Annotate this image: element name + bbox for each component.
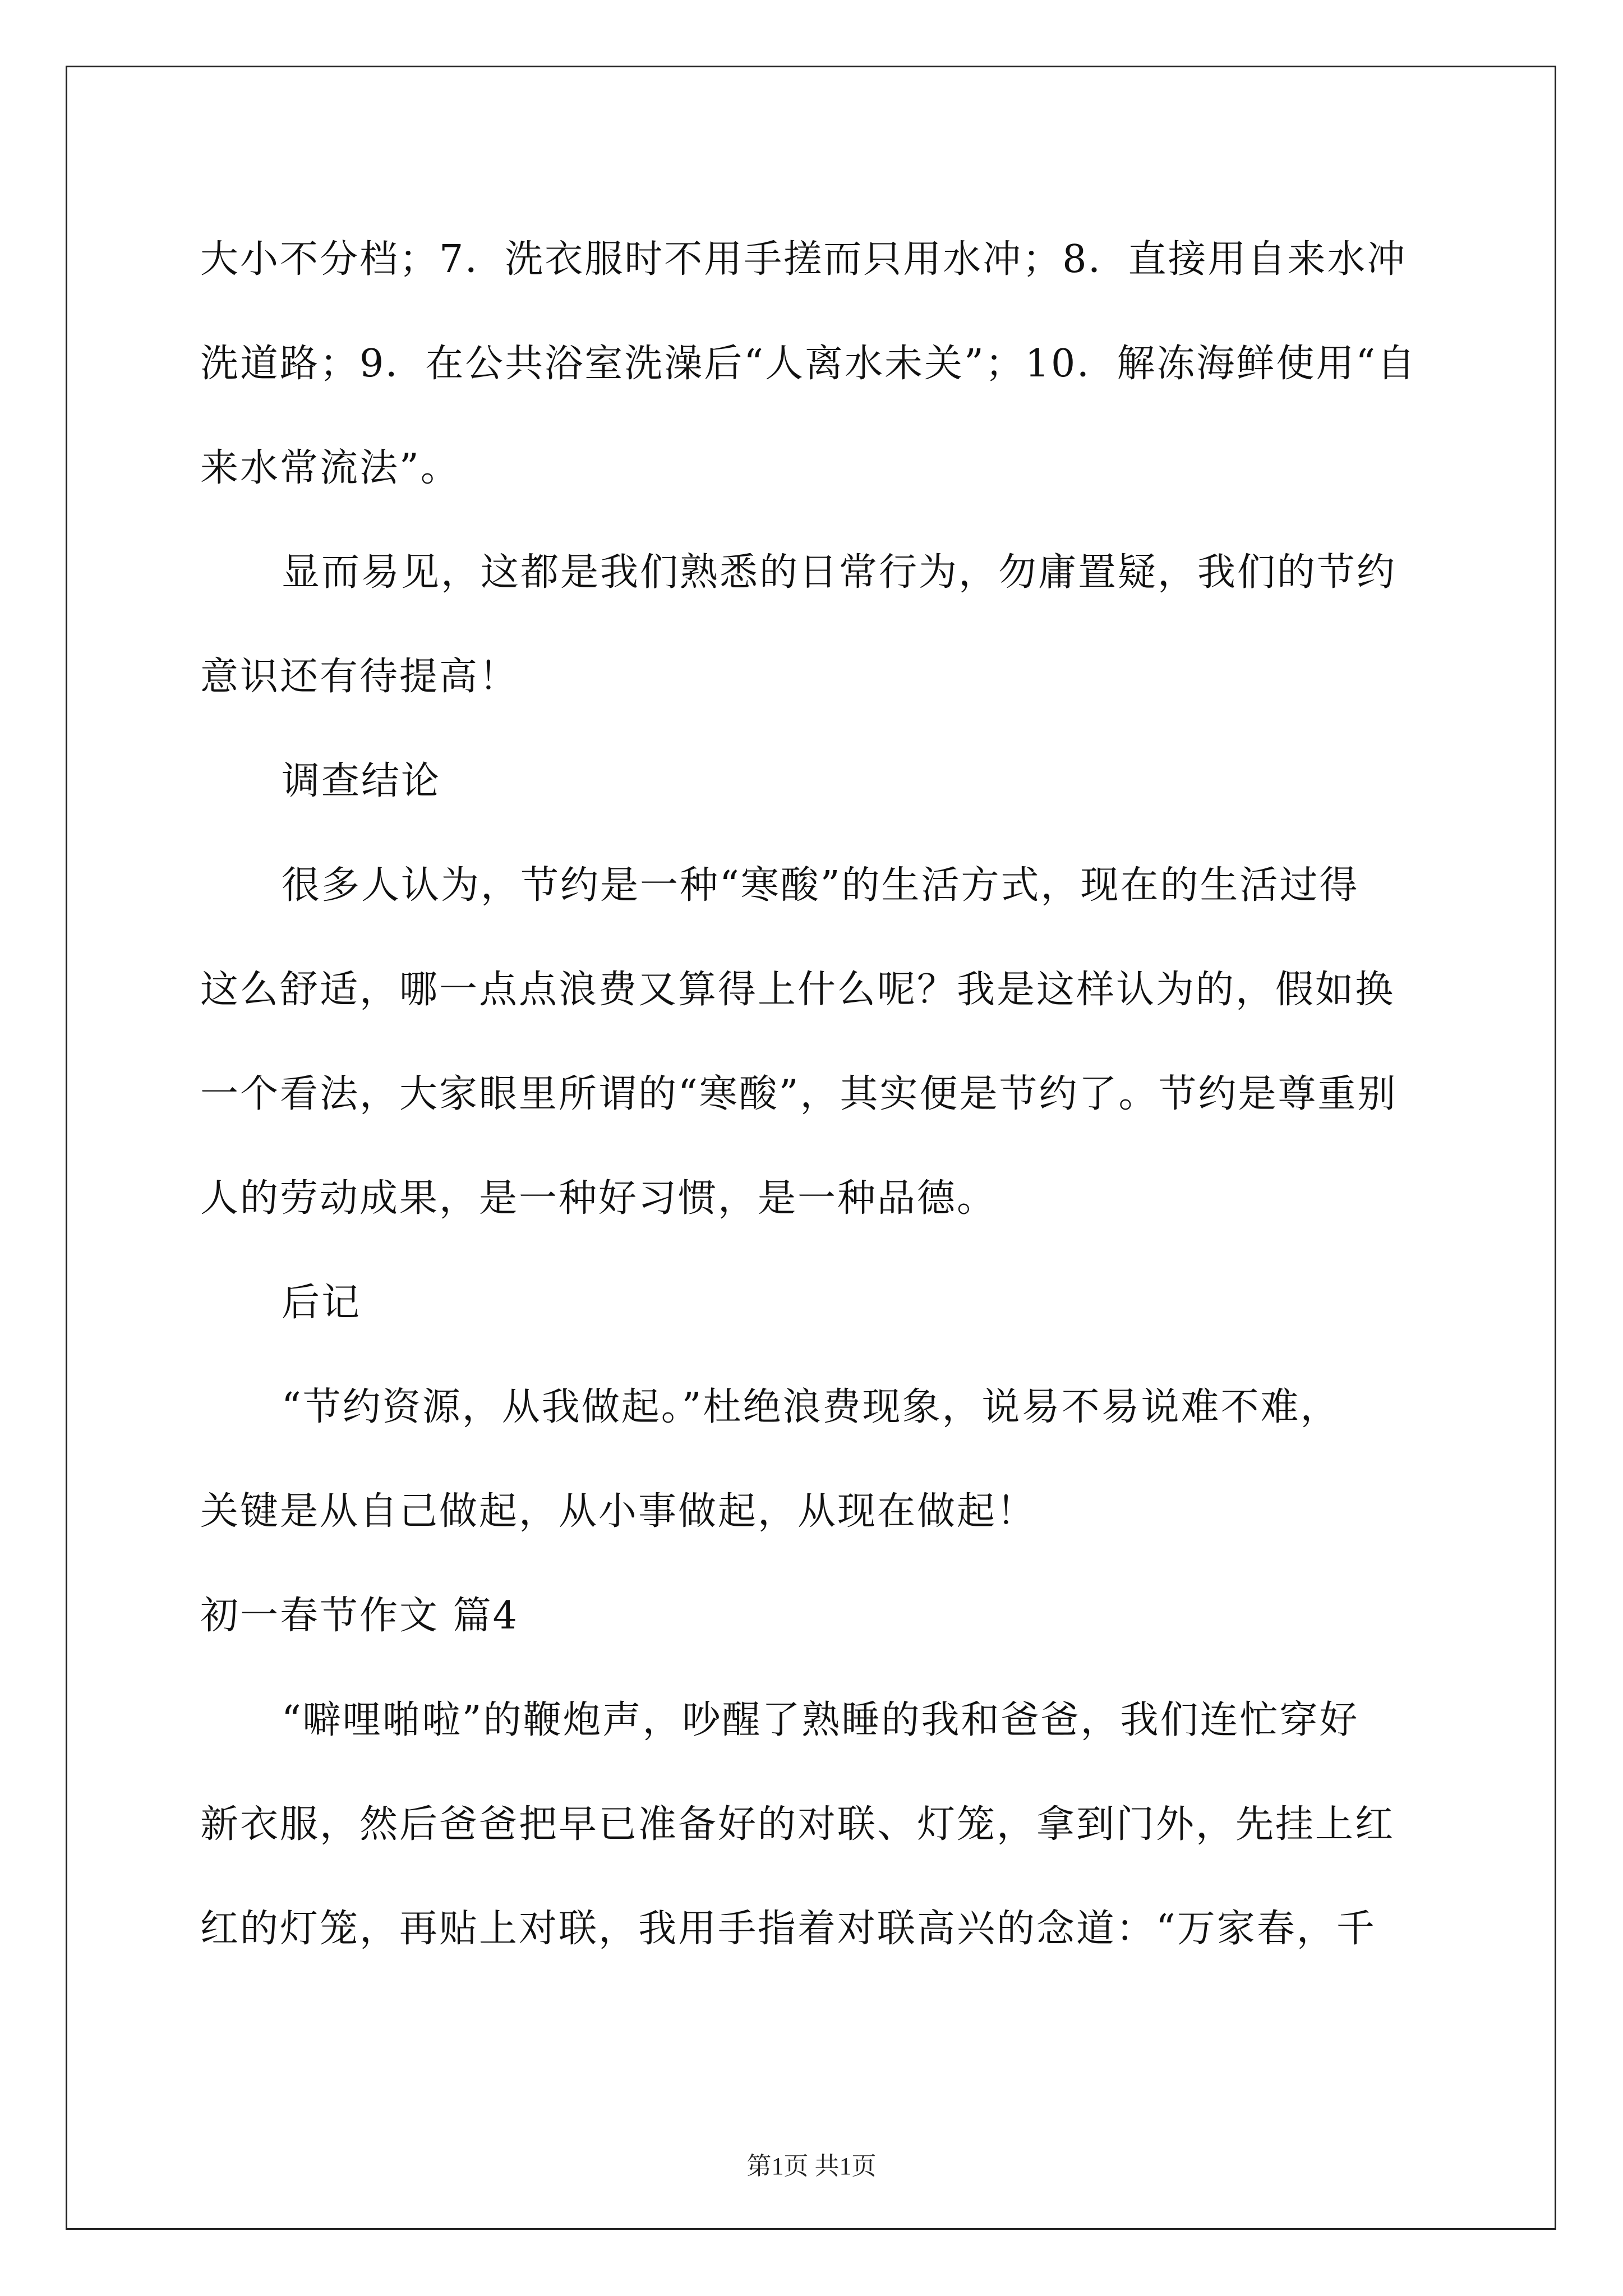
text-line: 关键是从自己做起，从小事做起，从现在做起！ xyxy=(200,1489,1037,1534)
text-line: 这么舒适，哪一点点浪费又算得上什么呢？我是这样认为的，假如换 xyxy=(200,968,1395,1012)
text-line: 意识还有待提高！ xyxy=(200,655,519,699)
text-line: 新衣服，然后爸爸把早已准备好的对联、灯笼，拿到门外，先挂上红 xyxy=(200,1802,1395,1847)
text-line: 一个看法，大家眼里所谓的“寒酸”，其实便是节约了。节约是尊重别 xyxy=(200,1072,1398,1116)
paragraph-start: “噼哩啪啦”的鞭炮声，吵醒了熟睡的我和爸爸，我们连忙穿好 xyxy=(282,1698,1359,1742)
paragraph-start: “节约资源，从我做起。”杜绝浪费现象，说易不易说难不难， xyxy=(282,1385,1340,1429)
section-heading: 调查结论 xyxy=(282,759,441,803)
text-line: 人的劳动成果，是一种好习惯，是一种品德。 xyxy=(200,1176,997,1221)
text-line: 洗道路；9．在公共浴室洗澡后“人离水未关”；10．解冻海鲜使用“自 xyxy=(200,342,1417,386)
text-line: 来水常流法”。 xyxy=(200,446,460,490)
text-line: 红的灯笼，再贴上对联，我用手指着对联高兴的念道：“万家春，千 xyxy=(200,1907,1376,1951)
document-body xyxy=(200,208,1434,1981)
paragraph-start: 显而易见，这都是我们熟悉的日常行为，勿庸置疑，我们的节约 xyxy=(282,550,1397,595)
page-footer: 第1页 共1页 xyxy=(746,2152,877,2180)
paragraph-start: 很多人认为，节约是一种“寒酸”的生活方式，现在的生活过得 xyxy=(282,863,1359,908)
section-heading: 后记 xyxy=(282,1281,362,1325)
essay-title: 初一春节作文 篇4 xyxy=(200,1594,519,1638)
text-line: 大小不分档；7．洗衣服时不用手搓而只用水冲；8．直接用自来水冲 xyxy=(200,237,1407,282)
